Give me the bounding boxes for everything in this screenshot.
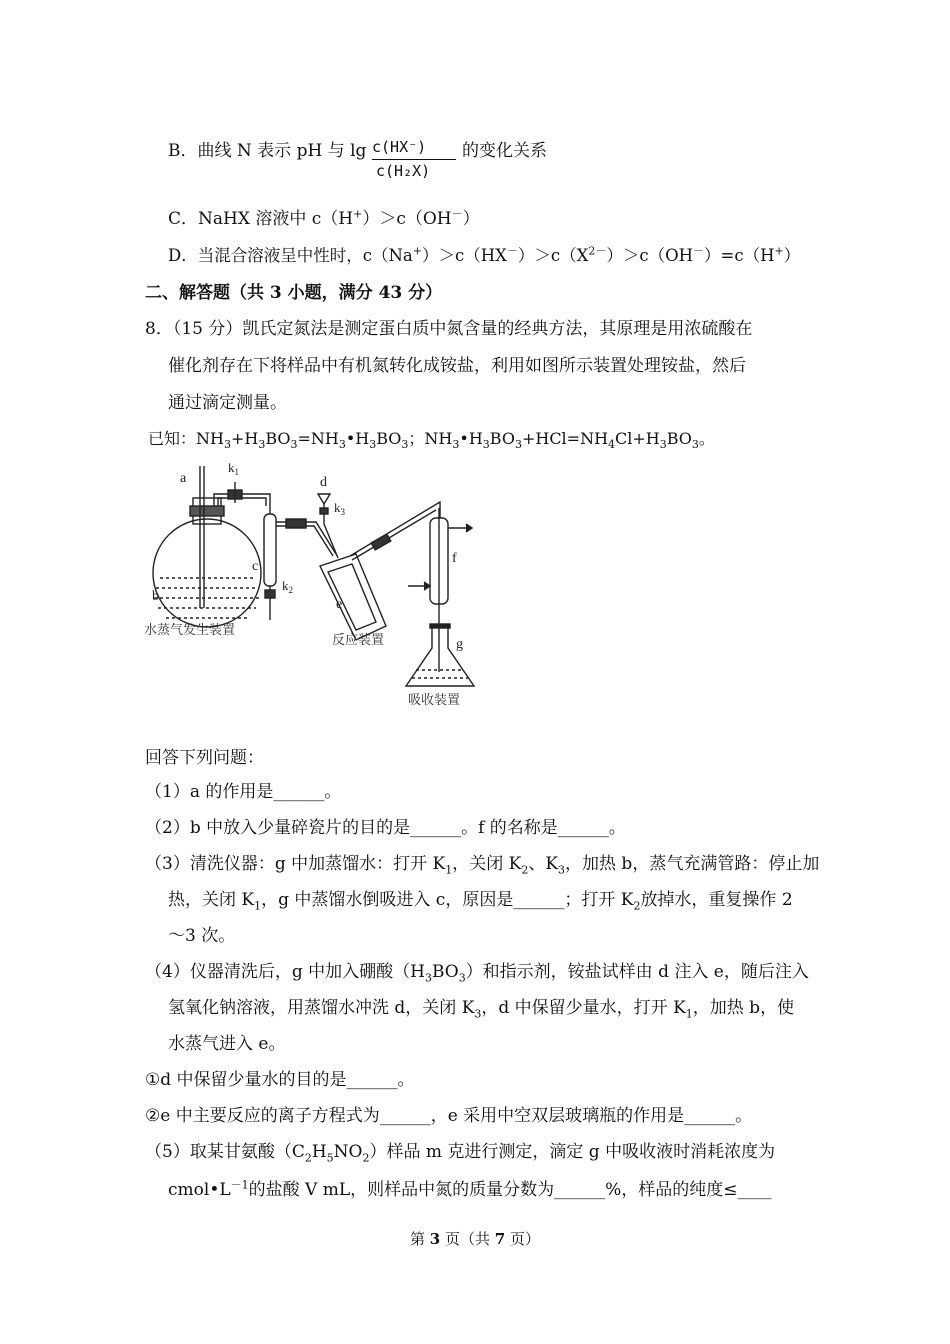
part-5-line-2: $cmol•L^{-1}$的盐酸 V mL，则样品中氮的质量分数为______%，样品的纯度≤____ — [168, 1178, 772, 1200]
fraction-bar — [372, 159, 456, 160]
page-total: 7 — [494, 1230, 506, 1248]
section-heading: 二、解答题（共 3 小题，满分 43 分） — [145, 283, 443, 303]
absorption-flask-g — [406, 618, 474, 686]
fraction-denominator: c(H₂X) — [376, 162, 431, 180]
option-d: D．当混合溶液呈中性时，$c(Na^+)>c(HX^-)>c(X^{2-})>c(OH^-)=c(H^+)$ — [168, 244, 801, 265]
label-d: d — [320, 475, 327, 490]
part-3-line-2: 热，关闭 $K_1$，g 中蒸馏水倒吸进入 c，原因是______；打开 $K_2$放掉水，重复操作 2 — [168, 890, 793, 913]
question-8-line-3: 通过滴定测量。 — [168, 393, 287, 413]
label-a: a — [180, 471, 187, 486]
option-b: B．曲线 N 表示 pH 与 lg — [168, 141, 367, 161]
funnel-d — [318, 494, 330, 524]
part-1: （1）a 的作用是______。 — [145, 782, 342, 802]
part-2: （2）b 中放入少量碎瓷片的目的是______。f 的名称是______。 — [145, 818, 626, 838]
part-4-sub-1: ①d 中保留少量水的目的是______。 — [145, 1070, 415, 1090]
label-e: e — [336, 597, 343, 612]
question-8-line-2: 催化剂存在下将样品中有机氮转化成铵盐，利用如图所示装置处理铵盐，然后 — [168, 356, 746, 376]
caption-reaction: 反应装置 — [332, 633, 385, 648]
caption-steam-generator: 水蒸气发生装置 — [144, 623, 236, 638]
page-number: 3 — [429, 1230, 441, 1248]
fraction-numerator: c(HX⁻) — [372, 138, 427, 156]
steam-generator-flask — [153, 466, 270, 627]
label-f: f — [452, 551, 457, 566]
condenser-f — [408, 508, 472, 618]
known-equations: 已知：$NH_3+H_3BO_3=NH_3•H_3BO_3$；$NH_3•H_3BO_3+HCl=NH_4Cl+H_3BO_3$。 — [148, 429, 715, 452]
valve-k1 — [228, 482, 242, 503]
answer-intro: 回答下列问题： — [145, 748, 264, 768]
label-k3: $k_3$ — [334, 500, 345, 517]
kjeldahl-apparatus-diagram — [140, 458, 560, 713]
label-k1: $k_1$ — [228, 460, 239, 477]
option-b-suffix: 的变化关系 — [462, 141, 547, 161]
label-g: g — [456, 637, 463, 652]
label-b: b — [152, 589, 159, 604]
question-8-line-1: 8．（15 分）凯氏定氮法是测定蛋白质中氮含量的经典方法，其原理是用浓硫酸在 — [145, 319, 753, 339]
part-3-line-3: ～3 次。 — [168, 926, 236, 946]
page-footer: 第 3 页（共 7 页） — [410, 1230, 540, 1248]
option-b-fraction — [372, 138, 458, 184]
label-c: c — [252, 559, 259, 574]
caption-absorption: 吸收装置 — [408, 693, 461, 708]
part-4-line-3: 水蒸气进入 e。 — [168, 1034, 286, 1054]
tube-c — [264, 506, 276, 620]
label-k2: $k_2$ — [282, 578, 293, 595]
option-c: C．NaHX 溶液中 c（H+）＞c（OH－） — [168, 207, 480, 229]
part-4-line-1: （4）仪器清洗后，g 中加入硼酸$(H_3BO_3)$和指示剂，铵盐试样由 d 注入 e，随后注入 — [145, 962, 809, 985]
part-4-sub-2: ②e 中主要反应的离子方程式为______，e 采用中空双层玻璃瓶的作用是______。 — [145, 1106, 753, 1126]
part-5-line-1: （5）取某甘氨酸$(C_2H_5NO_2)$样品 m 克进行测定，滴定 g 中吸收液时消耗浓度为 — [145, 1142, 776, 1165]
part-4-line-2: 氢氧化钠溶液，用蒸馏水冲洗 d，关闭 $K_3$，d 中保留少量水，打开 $K_1$，加热 b，使 — [168, 998, 795, 1021]
part-3-line-1: （3）清洗仪器：g 中加蒸馏水：打开 $K_1$，关闭 $K_2$、$K_3$，加热 b，蒸气充满管路：停止加 — [145, 854, 820, 877]
